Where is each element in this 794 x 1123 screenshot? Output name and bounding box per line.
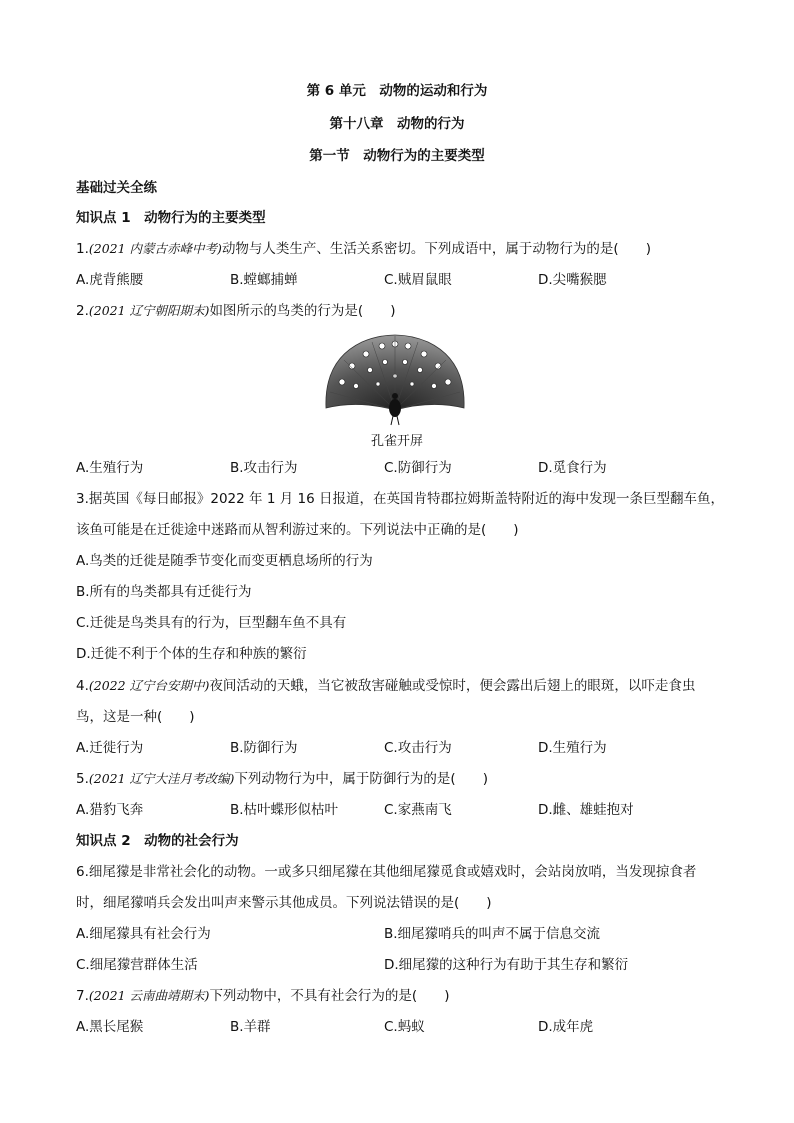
q3-option-d: D.迁徙不利于个体的生存和种族的繁衍: [76, 646, 307, 662]
question-6-line-2: 时，细尾獴哨兵会发出叫声来警示其他成员。下列说法错误的是( ): [76, 895, 492, 911]
q7-option-c: C.蚂蚁: [384, 1019, 425, 1035]
question-3-line-2: 该鱼可能是在迁徙途中迷路而从智利游过来的。下列说法中正确的是( ): [76, 522, 519, 538]
q4-option-d: D.生殖行为: [538, 740, 607, 756]
figure-caption: 孔雀开屏: [370, 434, 423, 449]
q7-option-a: A.黑长尾猴: [76, 1019, 144, 1035]
q6-option-b: B.细尾獴哨兵的叫声不属于信息交流: [384, 926, 601, 942]
question-7: 7.(2021 云南曲靖期末)下列动物中，不具有社会行为的是( ): [76, 988, 450, 1004]
question-5-text: 下列动物行为中，属于防御行为的是( ): [234, 771, 488, 787]
question-1-text: 动物与人类生产、生活关系密切。下列成语中，属于动物行为的是( ): [221, 241, 651, 257]
question-2-source: (2021 辽宁朝阳期末): [88, 303, 210, 318]
q2-option-b: B.攻击行为: [230, 460, 298, 476]
question-7-source: (2021 云南曲靖期末): [88, 988, 210, 1003]
section-title: 第一节 动物行为的主要类型: [309, 148, 485, 164]
question-3-line-1: 3.据英国《每日邮报》2022 年 1 月 16 日报道，在英国肯特郡拉姆斯盖特附近的海中发现一条巨型翻车鱼，: [76, 491, 724, 507]
q6-option-d: D.细尾獴的这种行为有助于其生存和繁衍: [384, 957, 629, 973]
q1-option-c: C.贼眉鼠眼: [384, 272, 452, 288]
exercise-title: 基础过关全练: [76, 180, 157, 196]
question-5-source: (2021 辽宁大洼月考改编): [88, 771, 235, 786]
q3-option-b: B.所有的鸟类都具有迁徙行为: [76, 584, 252, 600]
q3-option-a: A.鸟类的迁徙是随季节变化而变更栖息场所的行为: [76, 553, 373, 569]
q5-option-b: B.枯叶蝶形似枯叶: [230, 802, 339, 818]
q5-option-c: C.家燕南飞: [384, 802, 452, 818]
q2-option-d: D.觅食行为: [538, 460, 607, 476]
q1-option-d: D.尖嘴猴腮: [538, 272, 607, 288]
q4-option-c: C.攻击行为: [384, 740, 452, 756]
q6-option-a: A.细尾獴具有社会行为: [76, 926, 211, 942]
knowledge-point-2: 知识点 2 动物的社会行为: [76, 833, 239, 849]
question-5: 5.(2021 辽宁大洼月考改编)下列动物行为中，属于防御行为的是( ): [76, 771, 488, 787]
q7-option-b: B.羊群: [230, 1019, 271, 1035]
question-1-source: (2021 内蒙古赤峰中考): [88, 241, 222, 256]
q1-option-a: A.虎背熊腰: [76, 272, 144, 288]
q6-option-c: C.细尾獴营群体生活: [76, 957, 198, 973]
question-1: 1.(2021 内蒙古赤峰中考)动物与人类生产、生活关系密切。下列成语中，属于动物行为的是( ): [76, 241, 651, 257]
question-2: 2.(2021 辽宁朝阳期末)如图所示的鸟类的行为是( ): [76, 303, 396, 319]
knowledge-point-1: 知识点 1 动物行为的主要类型: [76, 210, 266, 226]
chapter-title: 第十八章 动物的行为: [329, 116, 465, 132]
q2-option-c: C.防御行为: [384, 460, 452, 476]
question-4-source: (2022 辽宁台安期中): [88, 678, 210, 693]
q5-option-d: D.雌、雄蛙抱对: [538, 802, 634, 818]
question-4-line-2: 鸟，这是一种( ): [76, 709, 195, 725]
q4-option-b: B.防御行为: [230, 740, 298, 756]
peacock-display-icon: [322, 330, 468, 426]
q5-option-a: A.猎豹飞奔: [76, 802, 144, 818]
q7-option-d: D.成年虎: [538, 1019, 594, 1035]
q4-option-a: A.迁徙行为: [76, 740, 144, 756]
question-2-text: 如图所示的鸟类的行为是( ): [209, 303, 396, 319]
question-4-line-1: 4.(2022 辽宁台安期中)夜间活动的天蛾，当它被敌害碰触或受惊时，便会露出后翅上的眼斑，以吓走食虫: [76, 678, 696, 694]
q3-option-c: C.迁徙是鸟类具有的行为，巨型翻车鱼不具有: [76, 615, 347, 631]
q1-option-b: B.螳螂捕蝉: [230, 272, 298, 288]
q2-option-a: A.生殖行为: [76, 460, 144, 476]
question-7-text: 下列动物中，不具有社会行为的是( ): [209, 988, 450, 1004]
question-6-line-1: 6.细尾獴是非常社会化的动物。一或多只细尾獴在其他细尾獴觅食或嬉戏时，会站岗放哨，当发现掠食者: [76, 864, 697, 880]
question-4-text: 夜间活动的天蛾，当它被敌害碰触或受惊时，便会露出后翅上的眼斑，以吓走食虫: [209, 678, 696, 694]
unit-title: 第 6 单元 动物的运动和行为: [306, 83, 488, 99]
